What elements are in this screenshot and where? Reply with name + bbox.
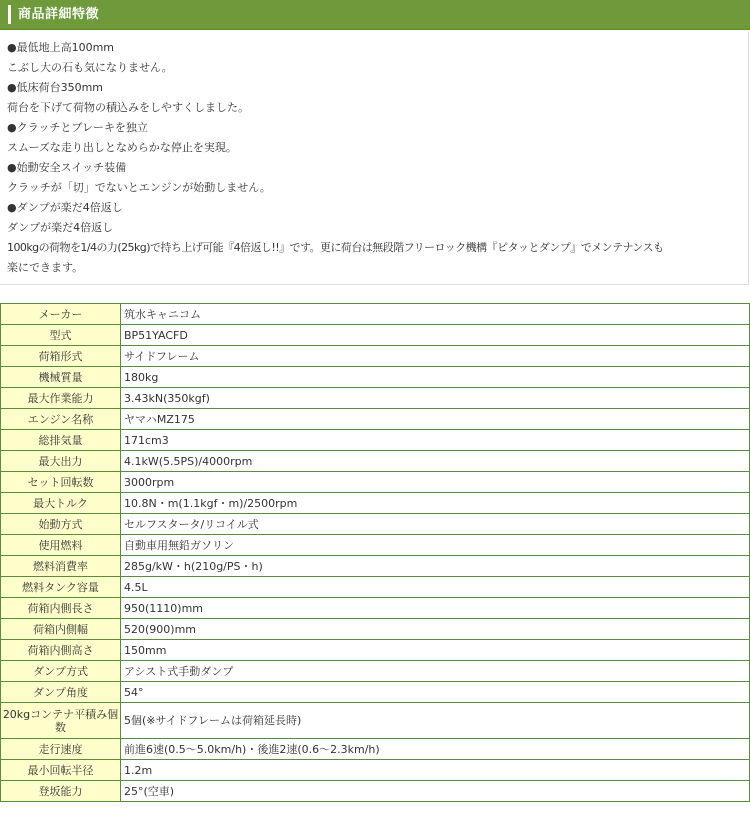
detail-line: クラッチが「切」でないとエンジンが始動しません。	[7, 181, 271, 194]
spec-row	[1, 388, 750, 409]
spec-row	[1, 430, 750, 451]
spec-table	[0, 303, 750, 802]
spec-label: 登坂能力	[1, 781, 121, 802]
detail-line: ●ダンプが楽だ4倍返し	[7, 201, 123, 214]
spec-row	[1, 577, 750, 598]
spec-row	[1, 661, 750, 682]
spec-row	[1, 556, 750, 577]
spec-row	[1, 535, 750, 556]
spec-value: 前進6速(0.5～5.0km/h)・後進2速(0.6～2.3km/h)	[121, 739, 750, 760]
spec-label: 総排気量	[1, 430, 121, 451]
spec-value: サイドフレーム	[121, 346, 750, 367]
detail-line: 100kgの荷物を1/4の力(25kg)で持ち上げ可能『4倍返し!!』です。更に荷台は無段階フリーロック機構『ピタッとダンプ』でメンテナンスも	[7, 241, 664, 254]
section-title: 商品詳細特徴	[18, 7, 100, 22]
spec-value: 285g/kW・h(210g/PS・h)	[121, 556, 750, 577]
spec-row	[1, 451, 750, 472]
spec-value: 10.8N・m(1.1kgf・m)/2500rpm	[121, 493, 750, 514]
spec-value: 25°(空車)	[121, 781, 750, 802]
spec-label: 機械質量	[1, 367, 121, 388]
spec-label: 最小回転半径	[1, 760, 121, 781]
spec-value: 4.1kW(5.5PS)/4000rpm	[121, 451, 750, 472]
header-accent-bar	[8, 5, 11, 24]
detail-line: ●始動安全スイッチ装備	[7, 161, 127, 174]
spec-row	[1, 409, 750, 430]
spec-value: 54°	[121, 682, 750, 703]
spec-label: 使用燃料	[1, 535, 121, 556]
product-details	[0, 31, 749, 285]
spec-label: メーカー	[1, 304, 121, 325]
spec-value: 5個(※サイドフレームは荷箱延長時)	[121, 703, 750, 739]
spec-label: 20kgコンテナ平積み個数	[1, 703, 121, 739]
detail-line: 楽にできます。	[7, 261, 84, 274]
spec-label: エンジン名称	[1, 409, 121, 430]
spec-label: セット回転数	[1, 472, 121, 493]
spec-value: 自動車用無鉛ガソリン	[121, 535, 750, 556]
spec-row	[1, 346, 750, 367]
spec-value: 171cm3	[121, 430, 750, 451]
spec-label: 荷箱内側長さ	[1, 598, 121, 619]
spec-row	[1, 472, 750, 493]
spec-value: ヤマハMZ175	[121, 409, 750, 430]
spec-label: 型式	[1, 325, 121, 346]
spec-value: 950(1110)mm	[121, 598, 750, 619]
spec-label: 荷箱内側幅	[1, 619, 121, 640]
spec-value: 150mm	[121, 640, 750, 661]
spec-row	[1, 781, 750, 802]
detail-line: スムーズな走り出しとなめらかな停止を実現。	[7, 141, 237, 154]
spec-row	[1, 325, 750, 346]
spec-value: セルフスタータ/リコイル式	[121, 514, 750, 535]
spec-label: 最大出力	[1, 451, 121, 472]
spec-label: 走行速度	[1, 739, 121, 760]
spec-row	[1, 514, 750, 535]
spec-label: ダンプ角度	[1, 682, 121, 703]
spec-row	[1, 304, 750, 325]
detail-line: ダンプが楽だ4倍返し	[7, 221, 114, 234]
spec-label: 荷箱内側高さ	[1, 640, 121, 661]
detail-line: こぶし大の石も気になりません。	[7, 61, 173, 74]
spec-row	[1, 619, 750, 640]
detail-line: 荷台を下げて荷物の積込みをしやすくしました。	[7, 101, 249, 114]
spec-label: 最大トルク	[1, 493, 121, 514]
spec-value: 1.2m	[121, 760, 750, 781]
spec-row	[1, 703, 750, 739]
spec-row	[1, 760, 750, 781]
spec-row	[1, 682, 750, 703]
spec-value: 筑水キャニコム	[121, 304, 750, 325]
detail-line: ●最低地上高100mm	[7, 41, 115, 54]
detail-line: ●低床荷台350mm	[7, 81, 104, 94]
spec-label: 荷箱形式	[1, 346, 121, 367]
spec-row	[1, 493, 750, 514]
spec-value: 4.5L	[121, 577, 750, 598]
spec-value: 180kg	[121, 367, 750, 388]
spec-value: 3000rpm	[121, 472, 750, 493]
spec-row	[1, 640, 750, 661]
section-header	[0, 0, 750, 30]
spec-label: ダンプ方式	[1, 661, 121, 682]
spec-label: 燃料消費率	[1, 556, 121, 577]
spec-value: 3.43kN(350kgf)	[121, 388, 750, 409]
spec-row	[1, 367, 750, 388]
spec-value: アシスト式手動ダンプ	[121, 661, 750, 682]
spec-value: BP51YACFD	[121, 325, 750, 346]
spec-row	[1, 598, 750, 619]
spec-value: 520(900)mm	[121, 619, 750, 640]
spec-label: 最大作業能力	[1, 388, 121, 409]
spec-row	[1, 739, 750, 760]
detail-line: ●クラッチとブレーキを独立	[7, 121, 148, 134]
spec-label: 始動方式	[1, 514, 121, 535]
spec-label: 燃料タンク容量	[1, 577, 121, 598]
